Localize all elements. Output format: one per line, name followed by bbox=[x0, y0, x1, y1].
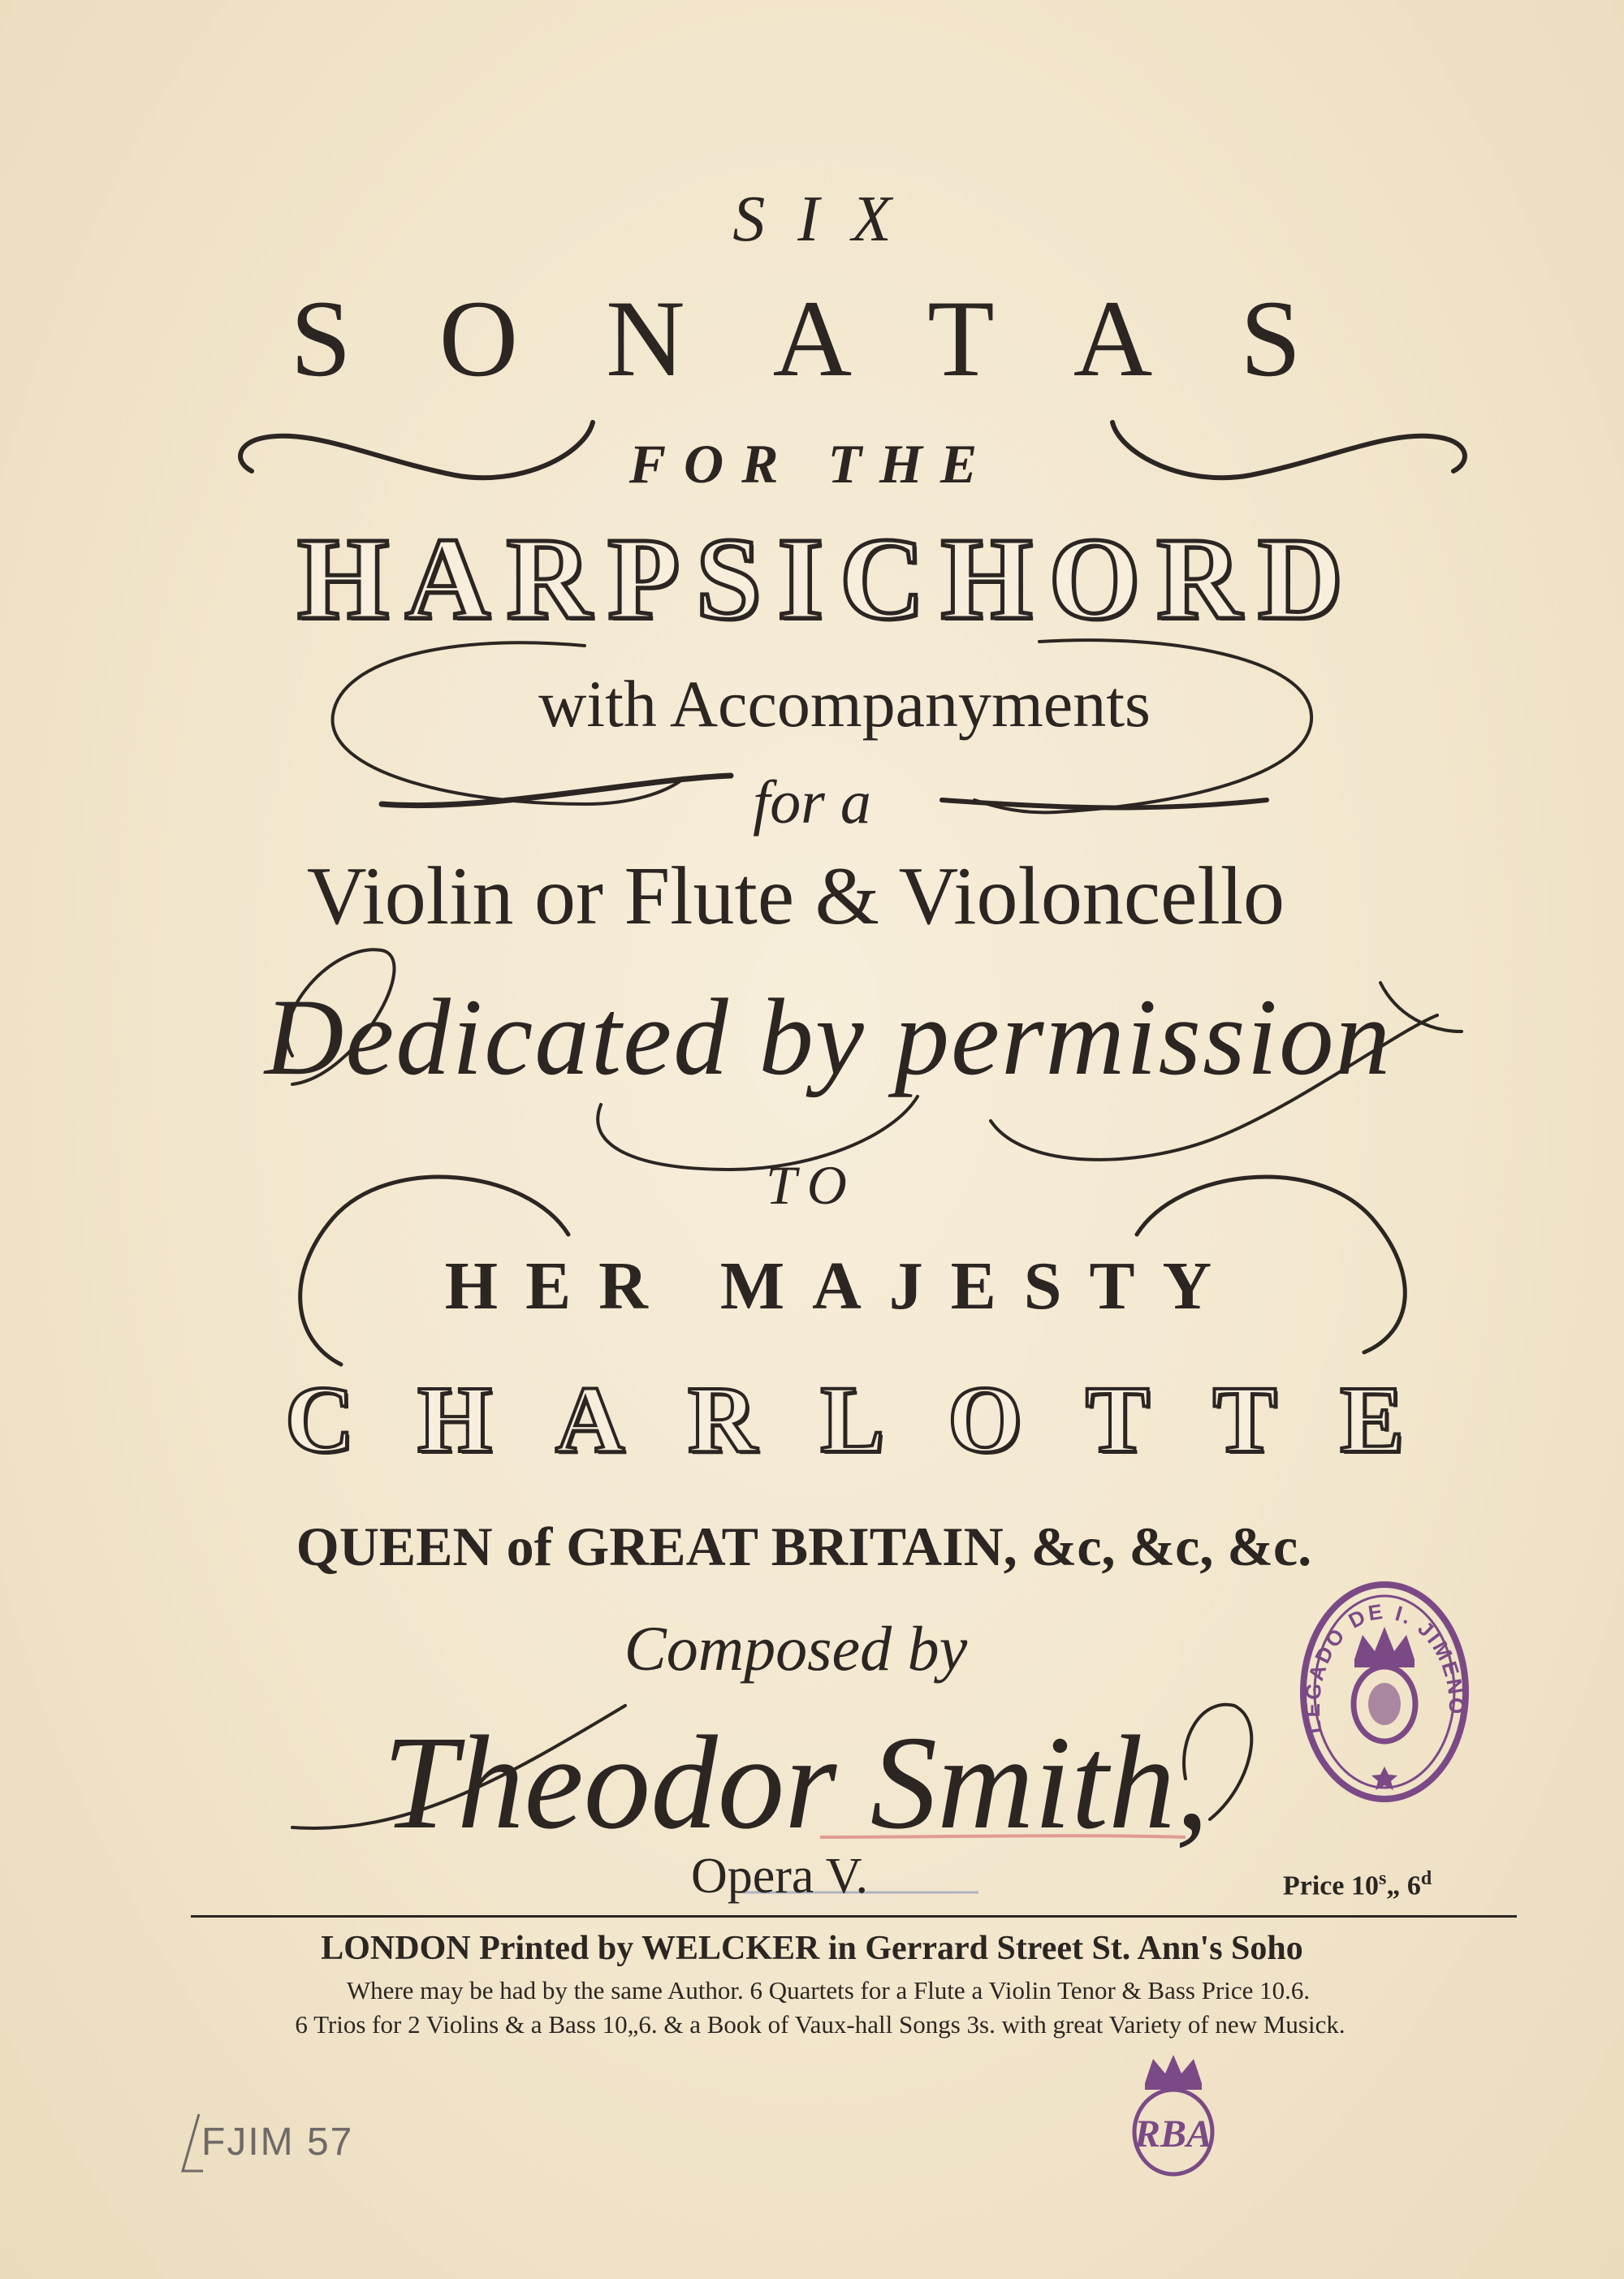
crown-icon bbox=[1354, 1627, 1415, 1667]
imprint-rule bbox=[191, 1915, 1517, 1918]
instruments-line: Violin or Flute & Violoncello bbox=[306, 850, 1285, 942]
monogram-crown-icon bbox=[1145, 2055, 1202, 2090]
imprint-where: Where may be had by the same Author. 6 Quartets for a Flute a Violin Tenor & Bass Price 10.6. bbox=[346, 1976, 1311, 2004]
price-line bbox=[1283, 1868, 1432, 1901]
price-separator: „ bbox=[1386, 1870, 1401, 1901]
imprint-london: LONDON Printed by WELCKER in Gerrard Street St. Ann's Soho bbox=[321, 1930, 1303, 1967]
heading-six: SIX bbox=[732, 184, 924, 255]
to-line: TO bbox=[766, 1154, 858, 1216]
imprint-trios: 6 Trios for 2 Violins & a Bass 10„6. & a Book of Vaux-hall Songs 3s. with great Variety of new Musick. bbox=[295, 2010, 1345, 2039]
opus-line: Opera V. bbox=[690, 1849, 869, 1904]
shelfmark: FJIM 57 bbox=[201, 2121, 354, 2164]
monogram-stamp bbox=[1125, 2051, 1222, 2181]
price-d-mark: d bbox=[1420, 1868, 1432, 1889]
her-majesty-line: HER MAJESTY bbox=[444, 1248, 1240, 1324]
price-s-mark: s bbox=[1379, 1868, 1387, 1889]
price-pence: 6 bbox=[1406, 1870, 1421, 1901]
composed-by-line: Composed by bbox=[624, 1613, 968, 1684]
dedicatee-name: CHARLOTTE bbox=[284, 1366, 1468, 1472]
queen-title-line: QUEEN of GREAT BRITAIN, &c, &c, &c. bbox=[296, 1516, 1312, 1577]
price-shillings: 10 bbox=[1351, 1870, 1379, 1901]
heading-sonatas: SONATAS bbox=[290, 279, 1389, 400]
price-label: Price bbox=[1283, 1870, 1345, 1901]
stamp-text: LEGADO DE I. JIMENO bbox=[1299, 1598, 1470, 1736]
accompaniment-line: with Accompanyments bbox=[538, 667, 1151, 741]
library-stamp bbox=[1298, 1578, 1471, 1805]
monogram-text: RBA bbox=[1134, 2113, 1213, 2156]
heading-instrument: HARPSICHORD bbox=[297, 514, 1359, 644]
heading-for-the: FOR THE bbox=[628, 433, 996, 495]
dedication-line: Dedicated by permission bbox=[264, 977, 1393, 1098]
for-a-line: for a bbox=[753, 768, 871, 837]
composer-name: Theodor Smith, bbox=[382, 1708, 1209, 1857]
